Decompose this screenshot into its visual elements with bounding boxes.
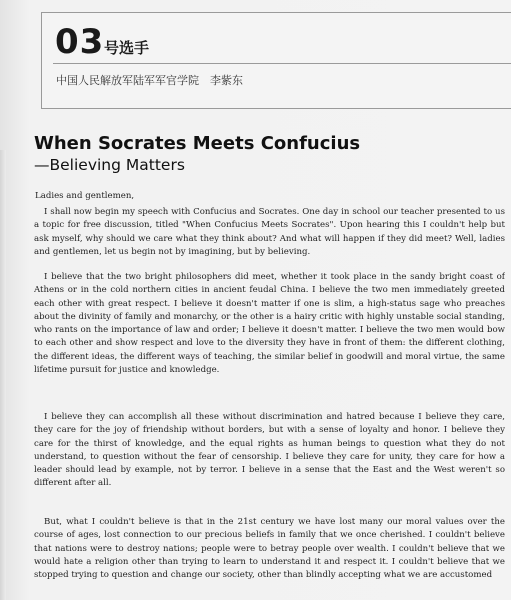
speech-paragraph-1: I shall now begin my speech with Confucius and Socrates. One day in school our teacher presented to us a topic for free discussion, titled "When Confucius Meets Socrates". Upon hearing this I couldn't help but ask myself, why should we care what they think about? And what will happen if they did meet? Well, ladies and gentlemen, let us begin not by imagining, but by believing. xyxy=(34,207,505,257)
contestant-affiliation: 中国人民解放军陆军军官学院 李紫东 xyxy=(56,74,243,87)
speech-title: When Socrates Meets Confucius xyxy=(34,133,361,154)
speech-paragraph-4: But, what I couldn't believe is that in the 21st century we have lost many our moral values over the course of ages, lost connection to our precious beliefs in family that we once cherished. I couldn't believe that nations were to destroy nations; people were to betray people over wealth. I couldn't believe that we would hate a religion other than trying to learn to understand it and respect it. I couldn't believe that we stopped trying to question and change our society, other than blindly accepting what we are accustomed xyxy=(34,517,505,580)
page-spine-shadow xyxy=(0,150,6,600)
contestant-number: 03 xyxy=(55,22,105,62)
contestant-header-box xyxy=(41,12,511,109)
speech-paragraph-3: I believe they can accomplish all these without discrimination and hatred because I believe they care, they care for the joy of friendship without borders, but with a sense of loyalty and honor. I believe they care for the thirst of knowledge, and the equal rights as human beings to question what they do not understand, to question without the fear of censorship. I believe they care for unity, they care for how a leader should lead by example, not by terror. I believe in a sense that the East and the West weren't so different after all. xyxy=(34,412,505,489)
speech-paragraph-2: I believe that the two bright philosophers did meet, whether it took place in the sandy bright coast of Athens or in the cold northern cities in ancient feudal China. I believe the two men immediately greeted each other with great respect. I believe it doesn't matter if one is slim, a high-status sage who preaches about the divinity of family and monarchy, or the other is a hairy critic with highly unstable social standing, who rants on the importance of law and order; I believe it doesn't matter. I believe the two men would bow to each other and show respect and love to the diversity they have in front of them: the different clothing, the different ideas, the different ways of teaching, the similar belief in goodwill and moral virtue, the same lifetime pursuit for justice and knowledge. xyxy=(34,272,505,375)
contestant-label: 号选手 xyxy=(104,39,150,57)
speech-subtitle: —Believing Matters xyxy=(34,156,185,174)
speech-greeting: Ladies and gentlemen, xyxy=(35,191,135,201)
header-divider xyxy=(53,63,511,64)
